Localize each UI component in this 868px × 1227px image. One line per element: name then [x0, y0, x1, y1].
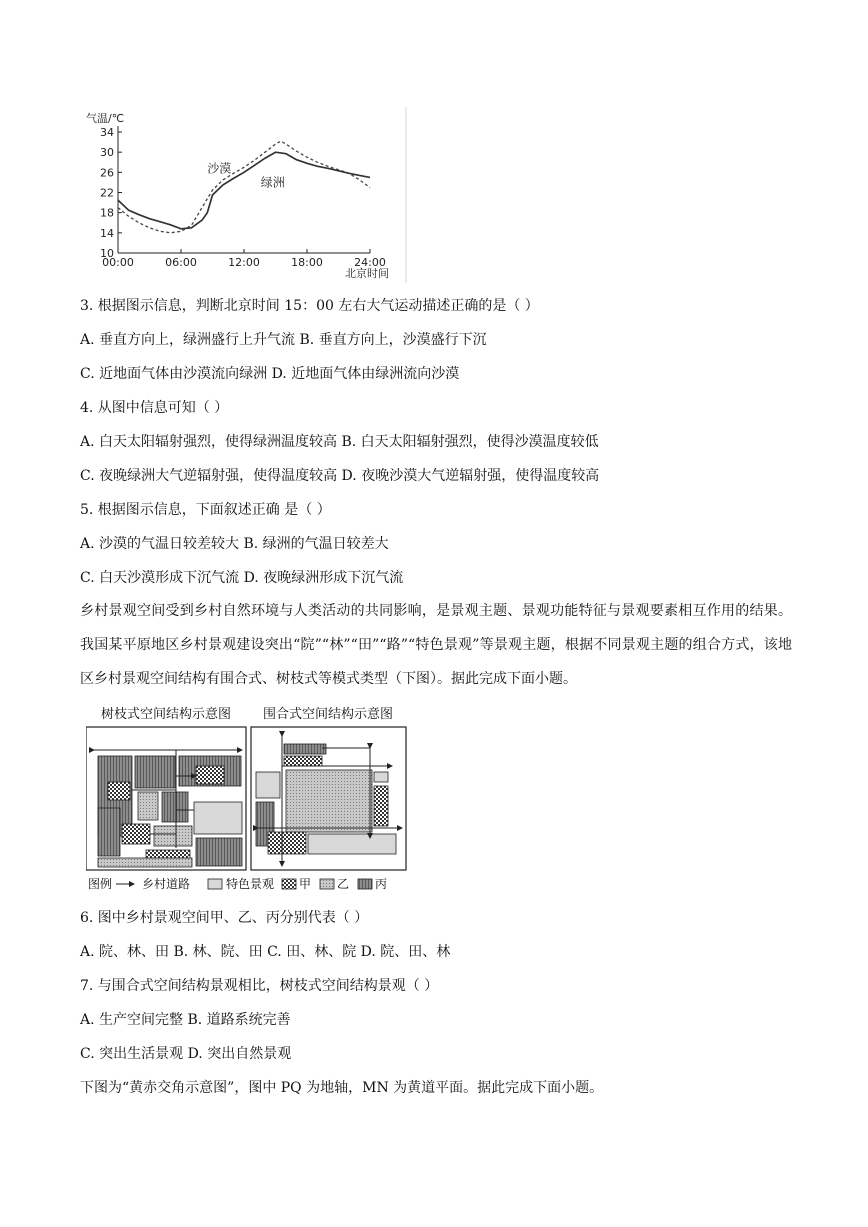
y-tick-label: 10	[100, 247, 114, 260]
legend-jia-label: 甲	[299, 877, 312, 891]
dendritic-panel-title: 树枝式空间结构示意图	[100, 707, 232, 722]
question-5-stem: 5. 根据图示信息，下面叙述正确 是（ ）	[80, 502, 331, 518]
enclosed-jia-block	[284, 756, 322, 766]
x-tick-label: 24:00	[354, 256, 386, 269]
question-4-stem: 4. 从图中信息可知（ ）	[80, 400, 229, 416]
question-4-options-ab: A. 白天太阳辐射强烈，使得绿洲温度较高 B. 白天太阳辐射强烈，使得沙漠温度较低	[80, 434, 599, 450]
dendritic-yi-block	[98, 858, 192, 867]
enclosed-feature-block	[374, 772, 388, 782]
y-tick-label: 18	[100, 206, 114, 220]
x-tick-label: 18:00	[291, 256, 323, 269]
enclosed-jia-block	[268, 832, 306, 854]
dendritic-yi-block	[154, 826, 192, 846]
x-tick-label: 00:00	[102, 256, 134, 269]
series-annotation-label: 沙漠	[207, 161, 232, 176]
dendritic-jia-block	[108, 782, 130, 800]
legend-bing-label: 丙	[375, 877, 388, 891]
temperature-line-chart	[80, 105, 410, 285]
question-5-options-ab: A. 沙漠的气温日较差较大 B. 绿洲的气温日较差大	[80, 536, 389, 552]
question-3-stem: 3. 根据图示信息，判断北京时间 15：00 左右大气运动描述正确的是（ ）	[80, 298, 539, 314]
enclosed-jia-block	[374, 786, 388, 826]
dendritic-bing-block	[98, 808, 120, 856]
dendritic-yi-block	[138, 792, 158, 820]
figure-legend	[88, 876, 387, 891]
dendritic-jia-block	[196, 766, 224, 784]
dendritic-structure-panel	[86, 706, 246, 870]
question-6-stem: 6. 图中乡村景观空间甲、乙、丙分别代表（ ）	[80, 910, 369, 926]
question-3-options-cd: C. 近地面气体由沙漠流向绿洲 D. 近地面气体由绿洲流向沙漠	[80, 366, 460, 382]
enclosed-feature-block	[256, 772, 280, 798]
y-tick-label: 34	[100, 126, 114, 139]
temperature-chart-figure	[80, 105, 410, 285]
legend-feature-label: 特色景观	[226, 877, 275, 891]
dendritic-bing-block	[162, 792, 188, 822]
enclosed-structure-panel	[251, 706, 406, 870]
enclosed-bing-block	[284, 744, 326, 754]
x-tick-label: 06:00	[165, 256, 197, 269]
question-5-options-cd: C. 白天沙漠形成下沉气流 D. 夜晚绿洲形成下沉气流	[80, 570, 404, 586]
legend-road-label: 乡村道路	[142, 877, 191, 891]
dendritic-jia-block	[122, 824, 150, 844]
legend-label: 图例	[88, 877, 113, 891]
question-7-stem: 7. 与围合式空间结构景观相比，树枝式空间结构景观（ ）	[80, 978, 439, 994]
legend-yi-swatch	[320, 879, 334, 889]
series-annotation-label: 绿洲	[260, 175, 285, 190]
question-6-options: A. 院、林、田 B. 林、院、田 C. 田、林、院 D. 院、田、林	[80, 944, 451, 960]
passage-rural-landscape: 乡村景观空间受到乡村自然环境与人类活动的共同影响，是景观主题、景观功能特征与景观要素相互作用的结果。我国某平原地区乡村景观建设突出“院”“林”“田”“路”“特色景观”等景观主题，根据不同景观主题的组合方式，该地区乡村景观空间结构有围合式、树枝式等模式类型（下图）。据此完成下面小题。	[80, 603, 792, 687]
y-tick-label: 22	[100, 186, 114, 200]
legend-yi-label: 乙	[337, 877, 350, 891]
question-7-options-ab: A. 生产空间完整 B. 道路系统完善	[80, 1012, 291, 1028]
y-tick-label: 14	[100, 226, 114, 240]
y-tick-label: 26	[100, 166, 114, 180]
dendritic-bing-block	[135, 756, 175, 788]
x-tick-label: 12:00	[228, 256, 260, 269]
legend-feature-swatch	[208, 879, 222, 889]
y-axis-label: 气温/℃	[86, 112, 125, 125]
enclosed-feature-block	[308, 834, 396, 854]
question-7-options-cd: C. 突出生活景观 D. 突出自然景观	[80, 1046, 292, 1062]
enclosed-panel-title: 围合式空间结构示意图	[262, 707, 394, 722]
landscape-structure-diagram	[86, 700, 414, 896]
x-axis-label: 北京时间	[345, 267, 389, 280]
enclosed-yi-block	[286, 770, 372, 832]
y-tick-label: 30	[100, 146, 114, 160]
landscape-structure-figure	[86, 700, 414, 896]
dendritic-bing-block	[196, 838, 242, 866]
dendritic-feature-block	[194, 802, 242, 834]
legend-bing-swatch	[358, 879, 372, 889]
question-4-options-cd: C. 夜晚绿洲大气逆辐射强，使得温度较高 D. 夜晚沙漠大气逆辐射强，使得温度较高	[80, 468, 600, 484]
question-3-options-ab: A. 垂直方向上，绿洲盛行上升气流 B. 垂直方向上，沙漠盛行下沉	[80, 332, 487, 348]
next-section-intro: 下图为“黄赤交角示意图”，图中 PQ 为地轴，MN 为黄道平面。据此完成下面小题。	[80, 1080, 604, 1096]
legend-jia-swatch	[282, 879, 296, 889]
